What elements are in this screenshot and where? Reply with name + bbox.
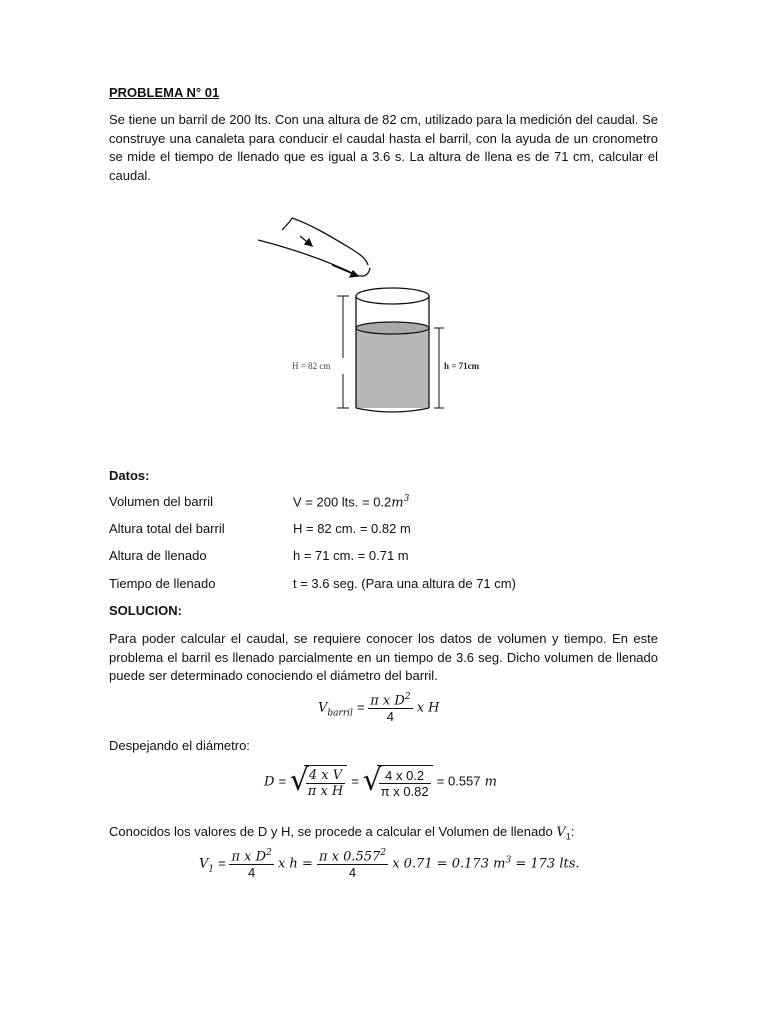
eq3-lhs-sub: 1 <box>208 864 215 875</box>
datos-value: H = 82 cm. = 0.82 m <box>293 521 411 536</box>
eq2-lhs: D <box>264 774 275 790</box>
eq1-tail: x H <box>416 700 440 716</box>
solution-paragraph: Para poder calcular el caudal, se requiere conocer los datos de volumen y tiempo. En este problema el barril es llenado parcialmente en un tiempo de 3.6 seg. Dicho volumen de llenado puede ser determinado conociendo el diámetro del barril. <box>109 631 658 683</box>
eq3-fraction-1 <box>229 848 273 880</box>
eq3-tail-unit: m <box>493 856 506 872</box>
datos-label: Altura de llenado <box>109 548 207 563</box>
datos-row <box>109 494 669 512</box>
datos-value: h = 71 cm. = 0.71 m <box>293 548 409 563</box>
barrel-drawing <box>356 288 429 412</box>
dimension-h <box>434 328 444 408</box>
datos-value <box>293 494 409 510</box>
eq1-lhs-sub: barril <box>327 708 353 719</box>
eq3-tail2: = 173 <box>515 856 556 872</box>
conocidos-sentence: Conocidos los valores de D y H, se procede a calcular el Volumen de llenado <box>109 824 553 839</box>
eq3-num2: π x 0.557 <box>318 849 381 865</box>
eq3-lhs: V <box>199 856 209 872</box>
datos-label: Altura total del barril <box>109 521 225 536</box>
conocidos-text <box>109 823 658 846</box>
eq2-den2: π x 0.82 <box>380 784 429 799</box>
channel-drawing <box>258 218 370 277</box>
conocidos-sub: 1 <box>565 831 571 842</box>
datos-row <box>109 548 669 566</box>
conocidos-end: : <box>570 824 575 839</box>
datos-label: Tiempo de llenado <box>109 576 216 591</box>
eq1-numerator: π x D <box>370 693 405 709</box>
equation-volume-barrel: $V_{barril}$ = $\frac{\pi x D^2}{4}$ x H <box>318 692 440 725</box>
eq3-mid: x h = <box>277 856 313 872</box>
eq1-num-exp: 2 <box>404 692 411 702</box>
eq3-tail2-unit: lts. <box>559 856 580 872</box>
datos-value: t = 3.6 seg. (Para una altura de 71 cm) <box>293 576 516 591</box>
eq3-den2: 4 <box>348 865 357 881</box>
eq2-num2: 4 x 0.2 <box>379 768 431 784</box>
datos-label: Volumen del barril <box>109 494 214 509</box>
eq2-result: = 0.557 <box>436 773 481 789</box>
problem-title: PROBLEMA N° 01 <box>109 85 220 100</box>
eq2-num1: 4 x V <box>306 768 345 784</box>
eq1-denominator: 4 <box>386 709 395 725</box>
equation-fill-volume: $V_1$ = $\frac{\pi x D^2}{4}$ x h = $\frac{\pi x 0.557^2}{4}$ x 0.71 = 0.173 $m^3 = 173$ lts. <box>199 848 580 881</box>
eq3-den1: 4 <box>248 865 256 881</box>
dimension-H <box>337 296 349 408</box>
eq2-sqrt-2: √ $\frac{4 x 0.2}{\text{π x 0.82}}$ <box>363 765 433 799</box>
eq3-num2-exp: 2 <box>380 848 387 858</box>
eq1-fraction <box>368 692 412 724</box>
eq1-lhs: V <box>318 700 328 716</box>
eq3-fraction-2 <box>317 848 388 880</box>
eq2-den1: π x H <box>307 784 344 799</box>
datos-title: Datos: <box>109 468 150 483</box>
problem-statement: Se tiene un barril de 200 lts. Con una altura de 82 cm, utilizado para la medición del caudal. Se construye una canaleta para conducir el caudal hasta el barril, con la ayuda de un cronometro se mide el tiempo de llenado que es igual a 3.6 s. La altura de llena es de 71 cm, calcular el caudal. <box>109 112 658 183</box>
eq3-tail-exp: 3 <box>505 855 512 866</box>
eq2-unit: m <box>484 774 497 790</box>
equation-diameter: D = √ $\frac{\text{4 x V}}{\text{π x H}}$ = √ $\frac{4 x 0.2}{\text{π x 0.82}}$ = 0.557 m <box>264 763 497 799</box>
eq3-num1: π x D <box>231 849 267 865</box>
eq3-num1-exp: 2 <box>266 848 272 858</box>
conocidos-var: V <box>556 825 566 840</box>
label-total-height: H = 82 cm <box>292 361 331 371</box>
volume-unit: m <box>391 495 404 511</box>
solution-title: SOLUCION: <box>109 603 182 618</box>
barrel-figure <box>250 210 530 415</box>
eq3-tail: x 0.71 = 0.173 <box>392 856 489 872</box>
eq2-sqrt-1: √ $\frac{\text{4 x V}}{\text{π x H}}$ <box>290 765 347 799</box>
label-fill-height: h = 71cm <box>444 361 480 371</box>
despejando-text: Despejando el diámetro: <box>109 738 250 753</box>
volume-exp: 3 <box>403 494 410 504</box>
volume-value: V = 200 lts. = 0.2 <box>293 494 392 510</box>
datos-row <box>109 576 669 594</box>
datos-row <box>109 521 669 539</box>
